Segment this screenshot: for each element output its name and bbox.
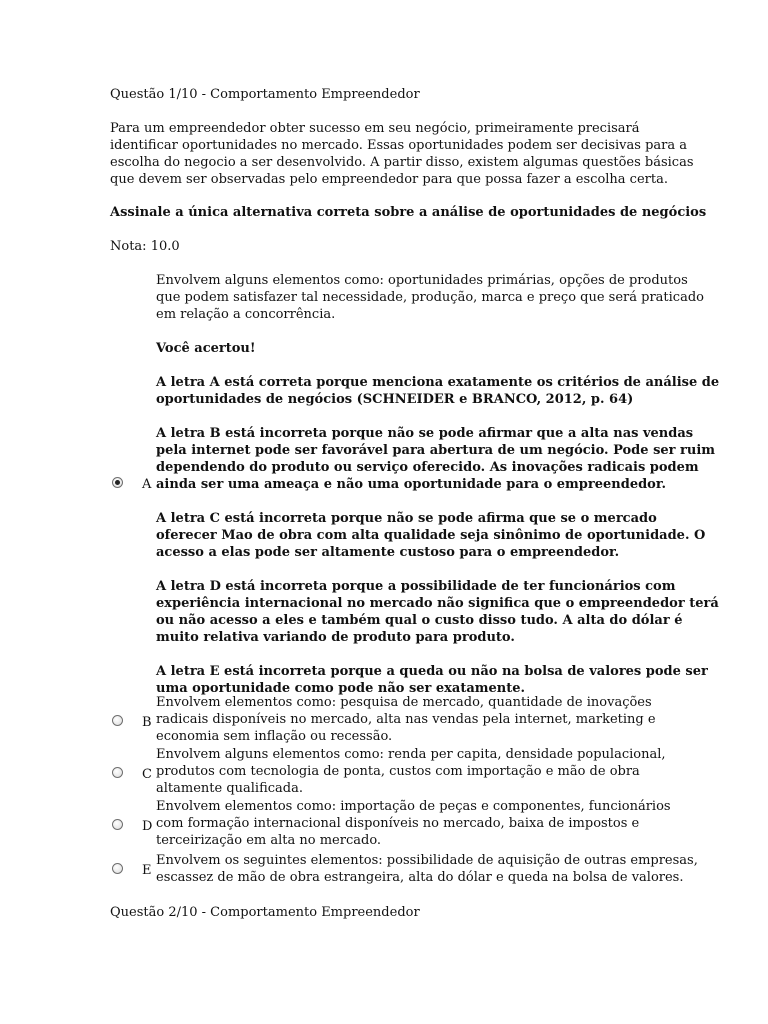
option-c-letter: C: [142, 767, 152, 782]
option-b-radio[interactable]: [112, 715, 123, 726]
option-a-letter: A: [142, 477, 152, 492]
statement-line: Para um empreendedor obter sucesso em seu negócio, primeiramente precisará: [110, 121, 640, 136]
feedback-b-line: A letra B está incorreta porque não se pode afirmar que a alta nas vendas: [156, 426, 694, 441]
feedback-c-line: acesso a elas pode ser altamente custoso para o empreendedor.: [156, 545, 620, 560]
statement-line: que devem ser observadas pelo empreendedor para que possa fazer a escolha certa.: [110, 172, 668, 187]
option-c-text-line: Envolvem alguns elementos como: renda per capita, densidade populacional,: [156, 747, 666, 762]
next-question-title: Questão 2/10 - Comportamento Empreendedor: [110, 905, 420, 920]
feedback-d-line: ou não acesso a eles e também qual o custo disso tudo. A alta do dólar é: [156, 613, 683, 628]
option-a-text-line: que podem satisfazer tal necessidade, produção, marca e preço que será praticado: [156, 290, 704, 305]
feedback-c-line: oferecer Mao de obra com alta qualidade seja sinônimo de oportunidade. O: [156, 528, 706, 543]
grade-label: Nota:: [110, 239, 147, 254]
question-title: Questão 1/10 - Comportamento Empreendedor: [110, 87, 420, 102]
option-a-content: [156, 272, 720, 697]
feedback-d-line: A letra D está incorreta porque a possibilidade de ter funcionários com: [156, 579, 676, 594]
option-c-text-line: altamente qualificada.: [156, 781, 303, 796]
option-a-text-line: em relação a concorrência.: [156, 307, 336, 322]
grade: [110, 238, 180, 255]
option-a-text-line: Envolvem alguns elementos como: oportunidades primárias, opções de produtos: [156, 273, 688, 288]
option-d-text-line: com formação internacional disponíveis no mercado, baixa de impostos e: [156, 816, 640, 831]
option-e-text-line: Envolvem os seguintes elementos: possibilidade de aquisição de outras empresas,: [156, 853, 698, 868]
option-d-text-line: Envolvem elementos como: importação de peças e componentes, funcionários: [156, 799, 671, 814]
option-c-text-line: produtos com tecnologia de ponta, custos com importação e mão de obra: [156, 764, 640, 779]
option-d-letter: D: [142, 819, 153, 834]
statement-line: identificar oportunidades no mercado. Essas oportunidades podem ser decisivas para a: [110, 138, 687, 153]
option-b-text-line: Envolvem elementos como: pesquisa de mercado, quantidade de inovações: [156, 695, 652, 710]
feedback-result: Você acertou!: [156, 341, 256, 356]
option-d-text-line: terceirização em alta no mercado.: [156, 833, 382, 848]
option-d-radio[interactable]: [112, 819, 123, 830]
statement-line: escolha do negocio a ser desenvolvido. A partir disso, existem algumas questões básicas: [110, 155, 694, 170]
question-statement: [110, 120, 694, 188]
option-b-text-line: economia sem inflação ou recessão.: [156, 729, 393, 744]
feedback-a-line: oportunidades de negócios (SCHNEIDER e BRANCO, 2012, p. 64): [156, 392, 634, 407]
feedback-b-line: ainda ser uma ameaça e não uma oportunidade para o empreendedor.: [156, 477, 667, 492]
feedback-c-line: A letra C está incorreta porque não se pode afirma que se o mercado: [156, 511, 657, 526]
option-e-radio[interactable]: [112, 863, 123, 874]
option-c-content: [156, 746, 676, 797]
option-e-content: [156, 852, 698, 886]
feedback-e-line: uma oportunidade como pode não ser exatamente.: [156, 681, 526, 696]
feedback-b-line: pela internet pode ser favorável para abertura de um negócio. Pode ser ruim: [156, 443, 716, 458]
feedback-d-line: experiência internacional no mercado não significa que o empreendedor terá: [156, 596, 719, 611]
option-a-radio[interactable]: [112, 477, 123, 488]
option-d-content: [156, 798, 676, 849]
grade-value: 10.0: [150, 239, 180, 254]
option-b-text-line: radicais disponíveis no mercado, alta nas vendas pela internet, marketing e: [156, 712, 656, 727]
option-e-letter: E: [142, 863, 152, 878]
feedback-e-line: A letra E está incorreta porque a queda ou não na bolsa de valores pode ser: [156, 664, 708, 679]
option-b-letter: B: [142, 715, 152, 730]
feedback-b-line: dependendo do produto ou serviço oferecido. As inovações radicais podem: [156, 460, 699, 475]
option-b-content: [156, 694, 676, 745]
feedback-a-line: A letra A está correta porque menciona exatamente os critérios de análise de: [156, 375, 720, 390]
option-c-radio[interactable]: [112, 767, 123, 778]
option-e-text-line: escassez de mão de obra estrangeira, alta do dólar e queda na bolsa de valores.: [156, 870, 684, 885]
feedback-d-line: muito relativa variando de produto para produto.: [156, 630, 515, 645]
question-prompt: Assinale a única alternativa correta sobre a análise de oportunidades de negócios: [110, 205, 707, 220]
